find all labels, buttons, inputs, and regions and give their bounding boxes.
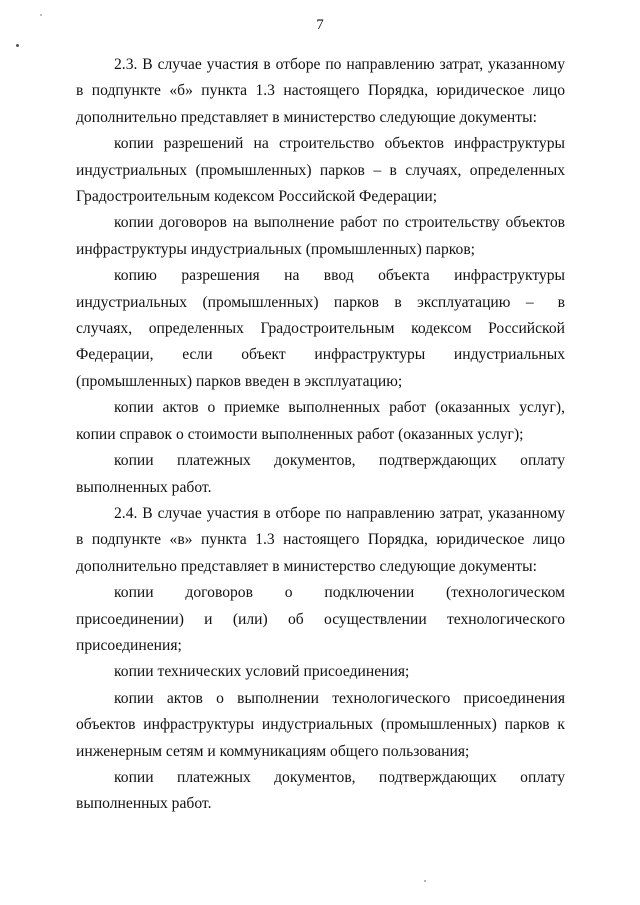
paragraph-2-3: 2.3. В случае участия в отборе по направлению затрат, указанному в подпункте «б» пункта 1.3 настоящего Порядка, юридическое лицо дополнительно представляет в министерство следующие документы:	[76, 56, 565, 126]
commissioning-permit-condition: в случаях, определенных Градостроительным кодексом Российской Федерации, если объект инфраструктуры индустриальных (промышленных) парков введен в эксплуатацию;	[76, 293, 565, 390]
document-body	[76, 52, 565, 818]
paragraph-payment-documents: копии платежных документов, подтверждающих оплату выполненных работ.	[76, 452, 565, 496]
paragraph-technical-conditions: копии технических условий присоединения;	[114, 663, 410, 681]
paragraph-commissioning-permit	[76, 263, 565, 395]
paragraph-acceptance-acts: копии актов о приемке выполненных работ (оказанных услуг), копии справок о стоимости выполненных работ (оказанных услуг);	[76, 399, 565, 443]
paragraph-2-4: 2.4. В случае участия в отборе по направлению затрат, указанному в подпункте «в» пункта 1.3 настоящего Порядка, юридическое лицо дополнительно представляет в министерство следующие документы:	[76, 504, 565, 575]
page-number: 7	[316, 17, 324, 33]
paragraph-payment-documents-2: копии платежных документов, подтверждающих оплату выполненных работ.	[76, 768, 565, 813]
paragraph-connection-contracts: копии договоров о подключении (технологическом присоединении) и (или) об осуществлении технологического присоединения;	[76, 584, 565, 654]
scan-speck	[424, 880, 426, 882]
scan-speck	[16, 44, 19, 47]
commissioning-permit-text: копию разрешения на ввод объекта инфраструктуры индустриальных (промышленных) парков в эксплуатацию –	[76, 267, 565, 311]
paragraph-construction-contracts: копии договоров на выполнение работ по строительству объектов инфраструктуры индустриальных (промышленных) парков;	[76, 214, 565, 258]
paragraph-connection-acts: копии актов о выполнении технологического присоединения объектов инфраструктуры индустриальных (промышленных) парков к инженерным сетям и коммуникациям общего пользования;	[76, 689, 565, 760]
paragraph-building-permits: копии разрешений на строительство объектов инфраструктуры индустриальных (промышленных) парков – в случаях, определенных Градостроительным кодексом Российской Федерации;	[76, 135, 565, 206]
